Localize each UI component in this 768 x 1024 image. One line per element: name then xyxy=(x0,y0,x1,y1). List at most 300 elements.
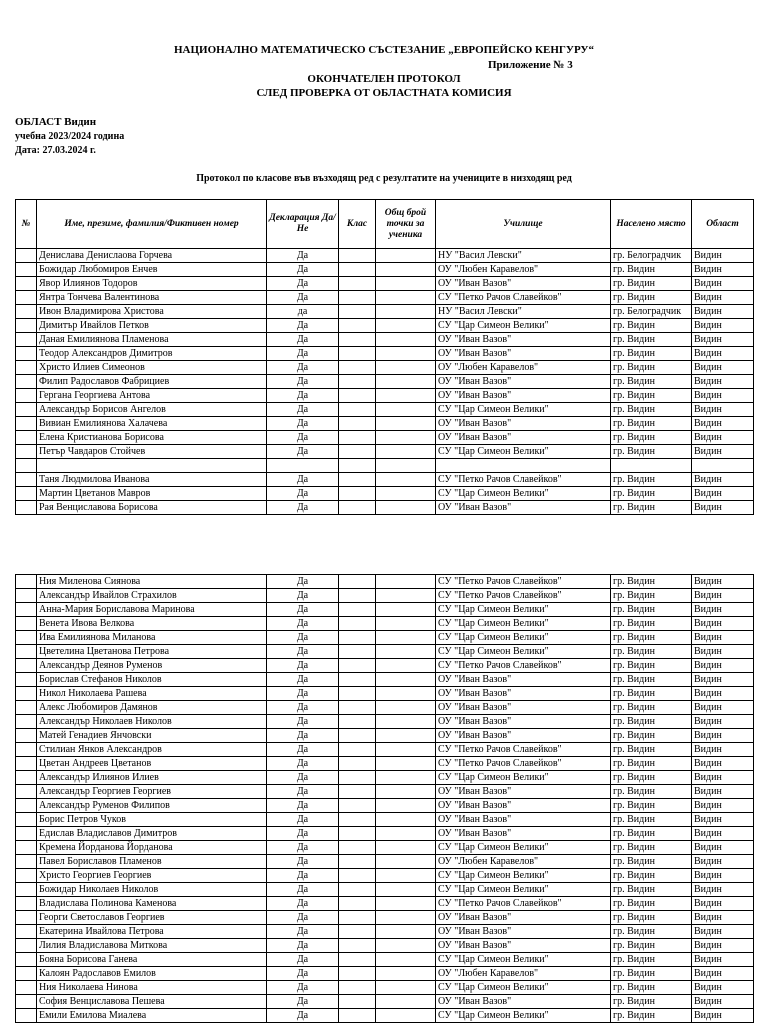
cell-declaration: Да xyxy=(267,263,339,277)
cell-declaration: Да xyxy=(267,417,339,431)
table-row xyxy=(16,967,754,981)
cell-region: Видин xyxy=(692,617,754,631)
cell-declaration: Да xyxy=(267,869,339,883)
table-row xyxy=(16,799,754,813)
cell-class xyxy=(339,715,376,729)
cell-points xyxy=(376,631,436,645)
cell-school: ОУ "Иван Вазов" xyxy=(436,431,611,445)
table-row xyxy=(16,361,754,375)
cell-town: гр. Видин xyxy=(611,617,692,631)
cell-points xyxy=(376,431,436,445)
cell-town: гр. Видин xyxy=(611,743,692,757)
cell-name: Цветелина Цветанова Петрова xyxy=(37,645,267,659)
cell-name: Димитър Ивайлов Петков xyxy=(37,319,267,333)
cell-declaration: Да xyxy=(267,701,339,715)
cell-school: НУ "Васил Левски" xyxy=(436,305,611,319)
cell-region: Видин xyxy=(692,953,754,967)
cell-town: гр. Видин xyxy=(611,771,692,785)
cell-number xyxy=(16,897,37,911)
cell-region: Видин xyxy=(692,445,754,459)
col-header-name: Име, презиме, фамилия/Фиктивен номер xyxy=(37,200,267,249)
cell-region: Видин xyxy=(692,799,754,813)
cell-town: гр. Видин xyxy=(611,389,692,403)
cell-name: Божидар Николаев Николов xyxy=(37,883,267,897)
cell-name: Ива Емилиянова Миланова xyxy=(37,631,267,645)
cell-class xyxy=(339,305,376,319)
cell-declaration: Да xyxy=(267,981,339,995)
cell-town: гр. Видин xyxy=(611,953,692,967)
cell-class xyxy=(339,473,376,487)
cell-points xyxy=(376,939,436,953)
cell-declaration: да xyxy=(267,305,339,319)
cell-points xyxy=(376,855,436,869)
cell-school: СУ "Петко Рачов Славейков" xyxy=(436,589,611,603)
cell-points xyxy=(376,417,436,431)
cell-number xyxy=(16,953,37,967)
cell-name: Георги Светославов Георгиев xyxy=(37,911,267,925)
table-row xyxy=(16,473,754,487)
cell-declaration: Да xyxy=(267,715,339,729)
cell-class xyxy=(339,333,376,347)
cell-region: Видин xyxy=(692,687,754,701)
cell-declaration: Да xyxy=(267,361,339,375)
cell-number xyxy=(16,263,37,277)
cell-points xyxy=(376,603,436,617)
table-row xyxy=(16,347,754,361)
cell-school: ОУ "Иван Вазов" xyxy=(436,827,611,841)
cell-points xyxy=(376,953,436,967)
table-row xyxy=(16,417,754,431)
cell-school: ОУ "Иван Вазов" xyxy=(436,277,611,291)
cell-school: НУ "Васил Левски" xyxy=(436,249,611,263)
cell-points xyxy=(376,701,436,715)
table-header-row xyxy=(16,200,754,249)
table-row xyxy=(16,939,754,953)
cell-points xyxy=(376,659,436,673)
table-row xyxy=(16,319,754,333)
cell-school: СУ "Петко Рачов Славейков" xyxy=(436,473,611,487)
cell-region: Видин xyxy=(692,403,754,417)
cell-declaration: Да xyxy=(267,603,339,617)
cell-class xyxy=(339,757,376,771)
cell-name: Борис Петров Чуков xyxy=(37,813,267,827)
cell-class xyxy=(339,645,376,659)
cell-class xyxy=(339,659,376,673)
cell-class xyxy=(339,981,376,995)
cell-region xyxy=(692,459,754,473)
cell-name: Анна-Мария Бориславова Маринова xyxy=(37,603,267,617)
cell-town: гр. Видин xyxy=(611,319,692,333)
cell-declaration: Да xyxy=(267,291,339,305)
cell-points xyxy=(376,813,436,827)
cell-region: Видин xyxy=(692,375,754,389)
cell-points xyxy=(376,995,436,1009)
cell-number xyxy=(16,813,37,827)
table-row xyxy=(16,673,754,687)
table-row xyxy=(16,603,754,617)
cell-town: гр. Видин xyxy=(611,855,692,869)
cell-number xyxy=(16,701,37,715)
cell-number xyxy=(16,729,37,743)
cell-declaration: Да xyxy=(267,841,339,855)
cell-declaration: Да xyxy=(267,855,339,869)
cell-class xyxy=(339,813,376,827)
cell-class xyxy=(339,1009,376,1023)
cell-school: СУ "Цар Симеон Велики" xyxy=(436,603,611,617)
cell-number xyxy=(16,841,37,855)
cell-declaration: Да xyxy=(267,431,339,445)
col-header-declaration: Декларация Да/Не xyxy=(267,200,339,249)
cell-class xyxy=(339,631,376,645)
cell-town: гр. Видин xyxy=(611,589,692,603)
cell-points xyxy=(376,375,436,389)
cell-class xyxy=(339,827,376,841)
cell-school: СУ "Цар Симеон Велики" xyxy=(436,771,611,785)
cell-name: Калоян Радославов Емилов xyxy=(37,967,267,981)
cell-points xyxy=(376,841,436,855)
cell-points xyxy=(376,589,436,603)
cell-points xyxy=(376,277,436,291)
cell-name: Христо Илиев Симеонов xyxy=(37,361,267,375)
cell-name: Ния Николаева Нинова xyxy=(37,981,267,995)
cell-region: Видин xyxy=(692,939,754,953)
cell-number xyxy=(16,659,37,673)
cell-name: Емили Емилова Миалева xyxy=(37,1009,267,1023)
cell-points xyxy=(376,389,436,403)
cell-points xyxy=(376,403,436,417)
cell-region: Видин xyxy=(692,827,754,841)
cell-school: СУ "Цар Симеон Велики" xyxy=(436,445,611,459)
cell-declaration: Да xyxy=(267,487,339,501)
cell-town: гр. Видин xyxy=(611,981,692,995)
cell-town: гр. Видин xyxy=(611,631,692,645)
cell-town: гр. Видин xyxy=(611,375,692,389)
results-table-2 xyxy=(15,574,754,1023)
cell-name: Гергана Георгиева Антова xyxy=(37,389,267,403)
cell-name: Никол Николаева Рашева xyxy=(37,687,267,701)
cell-class xyxy=(339,431,376,445)
table-row xyxy=(16,841,754,855)
cell-name: Даная Емилиянова Пламенова xyxy=(37,333,267,347)
cell-number xyxy=(16,277,37,291)
cell-declaration: Да xyxy=(267,687,339,701)
cell-number xyxy=(16,249,37,263)
cell-class xyxy=(339,263,376,277)
table-row xyxy=(16,333,754,347)
table-row xyxy=(16,771,754,785)
cell-declaration: Да xyxy=(267,897,339,911)
cell-school: ОУ "Любен Каравелов" xyxy=(436,361,611,375)
cell-region: Видин xyxy=(692,659,754,673)
cell-points xyxy=(376,249,436,263)
cell-number xyxy=(16,757,37,771)
cell-declaration: Да xyxy=(267,743,339,757)
cell-name: Вивиан Емилиянова Халачева xyxy=(37,417,267,431)
cell-number xyxy=(16,939,37,953)
cell-declaration: Да xyxy=(267,249,339,263)
cell-number xyxy=(16,417,37,431)
cell-school: ОУ "Иван Вазов" xyxy=(436,911,611,925)
cell-declaration: Да xyxy=(267,967,339,981)
cell-class xyxy=(339,361,376,375)
cell-town: гр. Видин xyxy=(611,967,692,981)
cell-class xyxy=(339,771,376,785)
cell-number xyxy=(16,603,37,617)
cell-class xyxy=(339,743,376,757)
cell-region: Видин xyxy=(692,673,754,687)
cell-name: Александър Борисов Ангелов xyxy=(37,403,267,417)
cell-town: гр. Видин xyxy=(611,277,692,291)
cell-region: Видин xyxy=(692,389,754,403)
cell-number xyxy=(16,883,37,897)
cell-class xyxy=(339,883,376,897)
cell-class xyxy=(339,589,376,603)
protocol-subtitle: СЛЕД ПРОВЕРКА ОТ ОБЛАСТНАТА КОМИСИЯ xyxy=(256,87,512,99)
cell-region: Видин xyxy=(692,319,754,333)
cell-town: гр. Видин xyxy=(611,263,692,277)
cell-declaration: Да xyxy=(267,403,339,417)
cell-name: Мартин Цветанов Мавров xyxy=(37,487,267,501)
cell-number xyxy=(16,589,37,603)
cell-name: Лилия Владиславова Миткова xyxy=(37,939,267,953)
cell-points xyxy=(376,1009,436,1023)
cell-class xyxy=(339,925,376,939)
cell-town: гр. Видин xyxy=(611,501,692,515)
cell-points xyxy=(376,883,436,897)
cell-name: Явор Илиянов Тодоров xyxy=(37,277,267,291)
cell-school: ОУ "Иван Вазов" xyxy=(436,673,611,687)
cell-points xyxy=(376,291,436,305)
table-1-body xyxy=(16,249,754,515)
cell-declaration: Да xyxy=(267,347,339,361)
cell-name: Венета Ивова Велкова xyxy=(37,617,267,631)
cell-region: Видин xyxy=(692,981,754,995)
cell-points xyxy=(376,771,436,785)
cell-name: Божидар Любомиров Енчев xyxy=(37,263,267,277)
cell-declaration: Да xyxy=(267,939,339,953)
cell-school: СУ "Петко Рачов Славейков" xyxy=(436,291,611,305)
cell-name: Александър Ивайлов Страхилов xyxy=(37,589,267,603)
cell-number xyxy=(16,799,37,813)
table-row xyxy=(16,995,754,1009)
cell-points xyxy=(376,799,436,813)
cell-declaration: Да xyxy=(267,785,339,799)
cell-school: СУ "Цар Симеон Велики" xyxy=(436,869,611,883)
cell-region: Видин xyxy=(692,575,754,589)
document-title: НАЦИОНАЛНО МАТЕМАТИЧЕСКО СЪСТЕЗАНИЕ „ЕВРОПЕЙСКО КЕНГУРУ“ xyxy=(173,44,595,56)
cell-region: Видин xyxy=(692,883,754,897)
cell-number xyxy=(16,785,37,799)
cell-town: гр. Видин xyxy=(611,659,692,673)
cell-number xyxy=(16,501,37,515)
cell-declaration: Да xyxy=(267,333,339,347)
cell-name: Ния Миленова Сиянова xyxy=(37,575,267,589)
cell-class xyxy=(339,729,376,743)
table-row xyxy=(16,389,754,403)
cell-region: Видин xyxy=(692,967,754,981)
cell-number xyxy=(16,361,37,375)
cell-school: ОУ "Иван Вазов" xyxy=(436,939,611,953)
col-header-number: № xyxy=(16,200,37,249)
cell-points xyxy=(376,347,436,361)
cell-school: ОУ "Иван Вазов" xyxy=(436,701,611,715)
cell-declaration: Да xyxy=(267,445,339,459)
cell-school: СУ "Цар Симеон Велики" xyxy=(436,883,611,897)
protocol-description: Протокол по класове във възходящ ред с резултатите на учениците в низходящ ред xyxy=(196,173,572,184)
cell-town: гр. Видин xyxy=(611,361,692,375)
cell-region: Видин xyxy=(692,487,754,501)
cell-school: СУ "Цар Симеон Велики" xyxy=(436,841,611,855)
cell-school: СУ "Цар Симеон Велики" xyxy=(436,645,611,659)
cell-name: Екатерина Ивайлова Петрова xyxy=(37,925,267,939)
cell-region: Видин xyxy=(692,869,754,883)
cell-name: Таня Людмилова Иванова xyxy=(37,473,267,487)
table-row xyxy=(16,813,754,827)
cell-class xyxy=(339,277,376,291)
cell-number xyxy=(16,333,37,347)
cell-region: Видин xyxy=(692,603,754,617)
cell-points xyxy=(376,617,436,631)
school-year-label: учебна 2023/2024 година xyxy=(15,131,125,142)
cell-points xyxy=(376,869,436,883)
date-label: Дата: 27.03.2024 г. xyxy=(15,145,96,156)
cell-region: Видин xyxy=(692,417,754,431)
cell-region: Видин xyxy=(692,855,754,869)
cell-points xyxy=(376,333,436,347)
cell-town: гр. Видин xyxy=(611,473,692,487)
cell-town: гр. Видин xyxy=(611,487,692,501)
cell-town: гр. Видин xyxy=(611,995,692,1009)
cell-school: ОУ "Иван Вазов" xyxy=(436,715,611,729)
cell-school: СУ "Петко Рачов Славейков" xyxy=(436,575,611,589)
cell-town: гр. Видин xyxy=(611,701,692,715)
cell-declaration: Да xyxy=(267,771,339,785)
cell-school: СУ "Цар Симеон Велики" xyxy=(436,1009,611,1023)
table-row xyxy=(16,645,754,659)
cell-town: гр. Видин xyxy=(611,799,692,813)
cell-town: гр. Видин xyxy=(611,883,692,897)
cell-region: Видин xyxy=(692,631,754,645)
cell-name: Янтра Тончева Валентинова xyxy=(37,291,267,305)
cell-name: Христо Георгиев Георгиев xyxy=(37,869,267,883)
cell-declaration: Да xyxy=(267,375,339,389)
cell-region: Видин xyxy=(692,1009,754,1023)
table-row xyxy=(16,249,754,263)
cell-number xyxy=(16,911,37,925)
region-label: ОБЛАСТ Видин xyxy=(15,116,97,128)
table-row xyxy=(16,403,754,417)
cell-class xyxy=(339,855,376,869)
cell-class xyxy=(339,575,376,589)
cell-school: СУ "Цар Симеон Велики" xyxy=(436,319,611,333)
cell-number xyxy=(16,291,37,305)
cell-points xyxy=(376,319,436,333)
cell-town: гр. Видин xyxy=(611,291,692,305)
cell-class xyxy=(339,911,376,925)
cell-school: СУ "Петко Рачов Славейков" xyxy=(436,897,611,911)
cell-declaration: Да xyxy=(267,645,339,659)
cell-declaration: Да xyxy=(267,631,339,645)
cell-class xyxy=(339,687,376,701)
cell-declaration: Да xyxy=(267,813,339,827)
cell-number xyxy=(16,445,37,459)
cell-region: Видин xyxy=(692,333,754,347)
cell-declaration: Да xyxy=(267,277,339,291)
cell-class xyxy=(339,967,376,981)
cell-town: гр. Видин xyxy=(611,687,692,701)
cell-class xyxy=(339,603,376,617)
table-row xyxy=(16,827,754,841)
cell-region: Видин xyxy=(692,305,754,319)
cell-number xyxy=(16,347,37,361)
cell-region: Видин xyxy=(692,431,754,445)
cell-class xyxy=(339,389,376,403)
cell-class xyxy=(339,939,376,953)
cell-region: Видин xyxy=(692,897,754,911)
table-row xyxy=(16,501,754,515)
table-row xyxy=(16,263,754,277)
cell-school: СУ "Цар Симеон Велики" xyxy=(436,617,611,631)
cell-school: СУ "Цар Симеон Велики" xyxy=(436,981,611,995)
cell-class xyxy=(339,403,376,417)
cell-region: Видин xyxy=(692,785,754,799)
cell-declaration: Да xyxy=(267,389,339,403)
cell-school: ОУ "Любен Каравелов" xyxy=(436,263,611,277)
table-row xyxy=(16,743,754,757)
cell-points xyxy=(376,911,436,925)
cell-declaration: Да xyxy=(267,575,339,589)
cell-number xyxy=(16,995,37,1009)
cell-points xyxy=(376,361,436,375)
table-row xyxy=(16,631,754,645)
cell-points xyxy=(376,645,436,659)
cell-points xyxy=(376,673,436,687)
cell-number xyxy=(16,487,37,501)
cell-declaration: Да xyxy=(267,995,339,1009)
cell-points xyxy=(376,263,436,277)
cell-declaration: Да xyxy=(267,1009,339,1023)
cell-class xyxy=(339,417,376,431)
table-row xyxy=(16,715,754,729)
cell-region: Видин xyxy=(692,701,754,715)
table-row xyxy=(16,785,754,799)
cell-declaration: Да xyxy=(267,827,339,841)
cell-name: Ивон Владимирова Христова xyxy=(37,305,267,319)
table-row xyxy=(16,729,754,743)
cell-town: гр. Видин xyxy=(611,729,692,743)
cell-points xyxy=(376,687,436,701)
cell-town: гр. Видин xyxy=(611,417,692,431)
cell-points xyxy=(376,827,436,841)
cell-points xyxy=(376,501,436,515)
cell-school: ОУ "Иван Вазов" xyxy=(436,375,611,389)
cell-number xyxy=(16,673,37,687)
cell-points xyxy=(376,757,436,771)
cell-name: Матей Генадиев Янчовски xyxy=(37,729,267,743)
cell-school: ОУ "Любен Каравелов" xyxy=(436,855,611,869)
cell-region: Видин xyxy=(692,841,754,855)
cell-class xyxy=(339,617,376,631)
cell-region: Видин xyxy=(692,813,754,827)
cell-class xyxy=(339,785,376,799)
cell-town: гр. Видин xyxy=(611,869,692,883)
cell-town: гр. Видин xyxy=(611,403,692,417)
cell-points xyxy=(376,729,436,743)
cell-class xyxy=(339,319,376,333)
cell-town: гр. Видин xyxy=(611,603,692,617)
cell-points xyxy=(376,743,436,757)
table-2-body xyxy=(16,575,754,1023)
